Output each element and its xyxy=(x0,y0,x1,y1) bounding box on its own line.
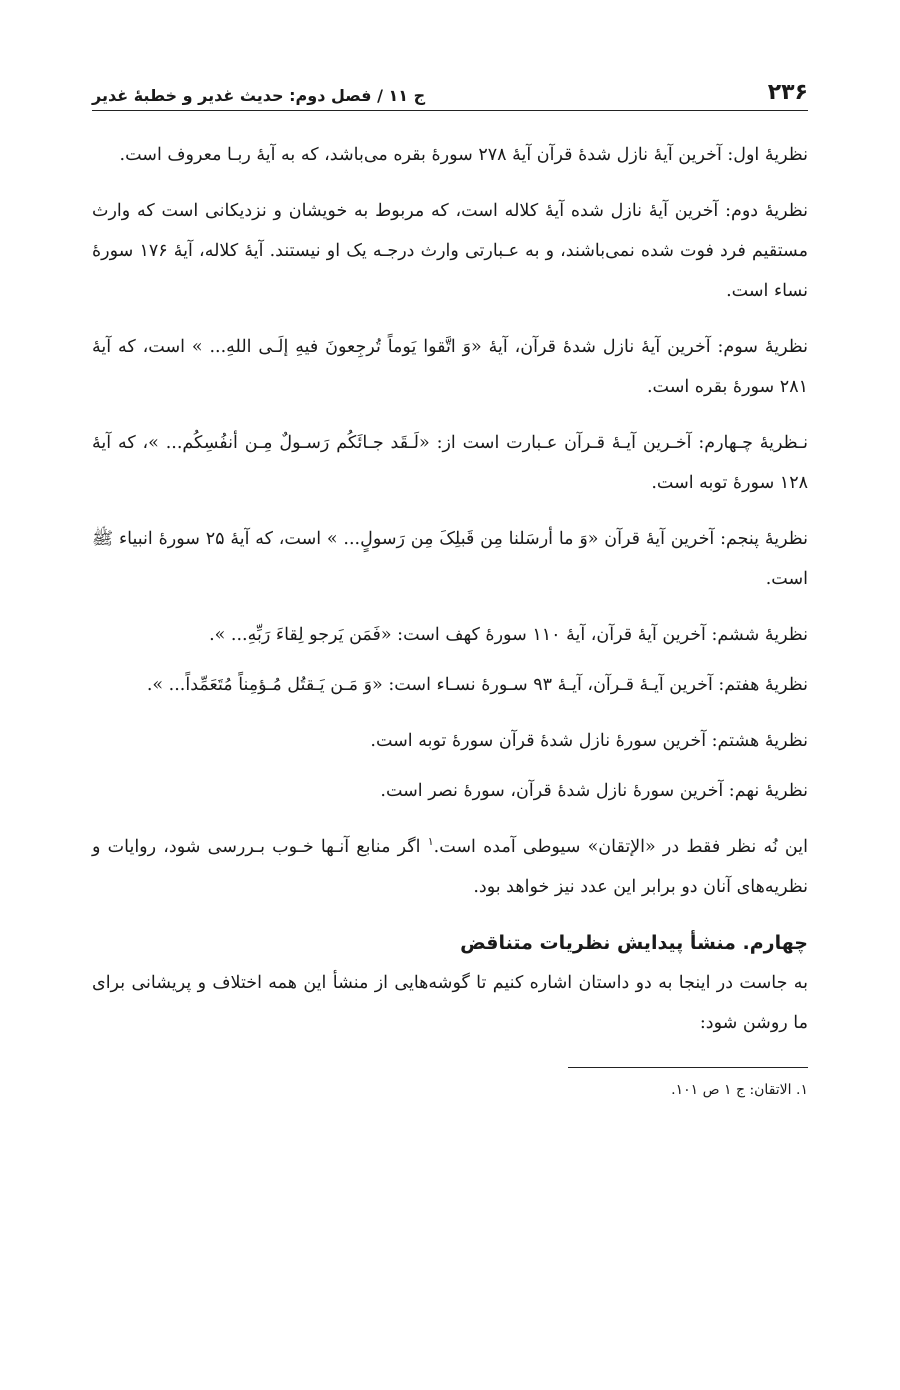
book-page xyxy=(92,62,808,1104)
theory-1-paragraph: نظریهٔ اول: آخرین آیهٔ نازل شدهٔ قرآن آیهٔ ۲۷۸ سورهٔ بقره می‌باشد، که به آیهٔ ربـا معروف است. xyxy=(119,145,808,165)
section-heading: چهارم. منشأ پیدایش نظریات متناقض xyxy=(460,932,808,954)
footnote-reference[interactable]: ۱ xyxy=(427,835,434,849)
theory-3-paragraph: نظریهٔ سوم: آخرین آیهٔ نازل شدهٔ قرآن، آیهٔ «وَ اتَّقوا یَوماً تُرجِعونَ فیهِ إلَـی اللهِ... » است، که آیهٔ ۲۸۱ سورهٔ بقره است. xyxy=(92,337,808,397)
footnote-divider xyxy=(568,1067,808,1068)
theory-7-paragraph: نظریهٔ هفتم: آخرین آیـهٔ قـرآن، آیـهٔ ۹۳ سـورهٔ نسـاء است: «وَ مَـن یَـقتُل مُـؤمِناً مُتَعَمِّداً... ». xyxy=(146,675,808,695)
theory-2-paragraph: نظریهٔ دوم: آخرین آیهٔ نازل شده آیهٔ کلاله است، که مربوط به خویشان و نزدیکانی است که وارث مستقیم فرد فوت شده نمی‌باشند، و به عـبارتی وارث درجـه یک او نیستند. آیهٔ کلاله، آیهٔ ۱۷۶ سورهٔ نساء است. xyxy=(92,201,808,301)
page-header xyxy=(92,62,808,111)
summary-text-end: اگر منابع آنـها خـوب بـررسی شود، روایات و نظریه‌های آنان دو برابر این عدد نیز خواهد بود. xyxy=(92,837,808,897)
summary-text-start: این نُه نظر فقط در «الإتقان» سیوطی آمده است. xyxy=(433,837,808,857)
page-number: ۲۳۶ xyxy=(767,80,808,105)
page-body xyxy=(92,135,808,1104)
section-paragraph: به جاست در اینجا به دو داستان اشاره کنیم تا گوشه‌هایی از منشأ این همه اختلاف و پریشانی برای ما روشن شود: xyxy=(92,973,808,1033)
footnote-text: ۱. الاتقان: ج ۱ ص ۱۰۱. xyxy=(671,1082,808,1098)
summary-paragraph xyxy=(92,827,808,907)
theory-8-paragraph: نظریهٔ هشتم: آخرین سورهٔ نازل شدهٔ قرآن سورهٔ توبه است. xyxy=(370,731,808,751)
running-head: ج ۱۱ / فصل دوم: حدیث غدیر و خطبهٔ غدیر xyxy=(92,86,426,105)
theory-5-paragraph: نظریهٔ پنجم: آخرین آیهٔ قرآن «وَ ما أرسَلنا مِن قَبلِکَ مِن رَسولٍ... » است، که آیهٔ ۲۵ سورهٔ انبیاء ﷺ است. xyxy=(92,529,808,589)
theory-4-paragraph: نـظریهٔ چـهارم: آخـرین آیـهٔ قـرآن عـبارت است از: «لَـقَد جـائَکُم رَسـولٌ مِـن أنفُسِکُم... »، که آیهٔ ۱۲۸ سورهٔ توبه است. xyxy=(92,433,808,493)
theory-6-paragraph: نظریهٔ ششم: آخرین آیهٔ قرآن، آیهٔ ۱۱۰ سورهٔ کهف است: «فَمَن یَرجو لِقاءَ رَبِّهِ... ». xyxy=(209,625,808,645)
theory-9-paragraph: نظریهٔ نهم: آخرین سورهٔ نازل شدهٔ قرآن، سورهٔ نصر است. xyxy=(380,781,808,801)
